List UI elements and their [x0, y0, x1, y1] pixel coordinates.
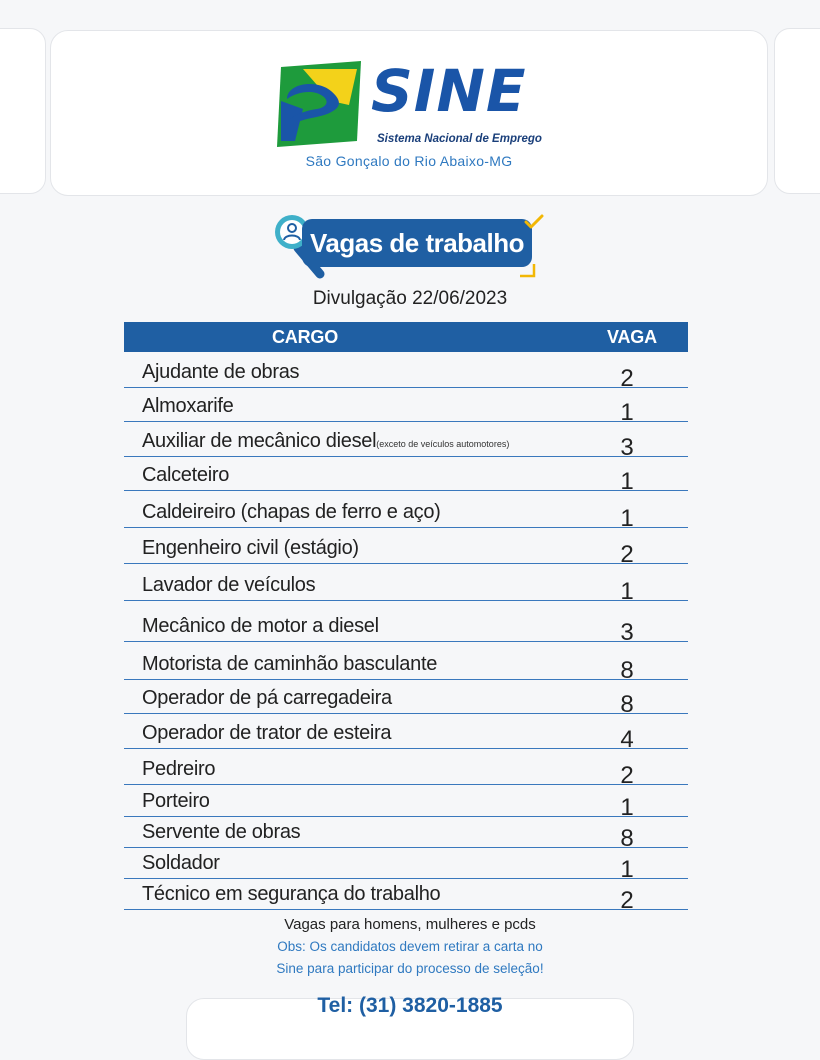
row-cargo	[142, 883, 440, 906]
logo-wordmark: SINE	[371, 57, 527, 125]
side-card-right	[774, 28, 820, 194]
page-title: Vagas de trabalho	[302, 219, 532, 267]
row-cargo	[142, 821, 300, 844]
table-header	[124, 322, 688, 352]
footer-obs-line2: Sine para participar do processo de seleção!	[276, 961, 544, 976]
row-vaga: 8	[620, 657, 634, 684]
sine-logo	[273, 59, 553, 149]
row-cargo	[142, 430, 509, 453]
row-vaga: 1	[620, 794, 634, 821]
publication-date: Divulgação 22/06/2023	[312, 288, 508, 309]
row-vaga: 1	[620, 856, 634, 883]
row-cargo-text: Almoxarife	[142, 395, 234, 417]
row-vaga: 2	[620, 541, 634, 568]
table-row	[124, 422, 688, 461]
row-vaga: 1	[620, 468, 634, 495]
logo-subtitle: Sistema Nacional de Emprego	[377, 133, 542, 145]
row-cargo-text: Operador de pá carregadeira	[142, 687, 392, 709]
row-cargo-text: Operador de trator de esteira	[142, 722, 392, 744]
table-row	[124, 388, 688, 426]
table-row	[124, 601, 688, 646]
row-vaga: 2	[620, 365, 634, 392]
corner-bracket-icon	[518, 262, 538, 280]
table-row	[124, 528, 688, 568]
row-vaga: 2	[620, 887, 634, 914]
table-row	[124, 749, 688, 789]
row-vaga: 4	[620, 726, 634, 753]
row-vaga: 1	[620, 399, 634, 426]
row-vaga: 3	[620, 434, 634, 461]
table-row	[124, 848, 688, 883]
row-cargo	[142, 574, 315, 597]
row-cargo-text: Engenheiro civil (estágio)	[142, 537, 359, 559]
row-cargo-text: Servente de obras	[142, 821, 301, 843]
row-cargo-text: Mecânico de motor a diesel	[142, 615, 379, 637]
row-cargo	[142, 687, 392, 710]
row-vaga: 1	[620, 578, 634, 605]
row-cargo	[142, 758, 215, 781]
title-badge	[272, 212, 544, 284]
row-cargo	[142, 653, 437, 676]
jobs-table	[124, 322, 688, 914]
row-cargo-note: (exceto de veículos automotores)	[376, 439, 510, 449]
side-card-left	[0, 28, 46, 194]
row-cargo-text: Porteiro	[142, 790, 210, 812]
phone-number: Tel: (31) 3820-1885	[317, 994, 503, 1017]
row-cargo	[142, 615, 379, 638]
row-cargo	[142, 790, 210, 813]
table-row	[124, 879, 688, 914]
location-text: São Gonçalo do Rio Abaixo-MG	[305, 153, 513, 169]
row-vaga: 8	[620, 691, 634, 718]
row-cargo-text: Ajudante de obras	[142, 361, 300, 383]
table-row	[124, 785, 688, 821]
header-card	[50, 30, 768, 196]
footer-note: Vagas para homens, mulheres e pcds	[284, 916, 536, 933]
footer-obs-line1: Obs: Os candidatos devem retirar a carta no	[277, 939, 543, 954]
row-vaga: 3	[620, 619, 634, 646]
row-cargo-text: Auxiliar de mecânico diesel	[142, 430, 377, 452]
row-cargo-text: Técnico em segurança do trabalho	[142, 883, 441, 905]
row-cargo-text: Caldeireiro (chapas de ferro e aço)	[142, 501, 441, 523]
row-cargo	[142, 361, 299, 384]
row-cargo	[142, 501, 441, 524]
header-cargo: CARGO	[272, 327, 338, 347]
row-cargo-text: Motorista de caminhão basculante	[142, 653, 438, 675]
row-cargo-text: Lavador de veículos	[142, 574, 316, 596]
row-cargo	[142, 722, 391, 745]
row-cargo-text: Pedreiro	[142, 758, 216, 780]
row-vaga: 2	[620, 762, 634, 789]
table-row	[124, 457, 688, 495]
row-cargo	[142, 395, 233, 418]
header-vaga: VAGA	[607, 327, 657, 347]
table-row	[124, 491, 688, 532]
row-cargo-text: Soldador	[142, 852, 220, 874]
row-cargo	[142, 852, 220, 875]
table-row	[124, 642, 688, 684]
row-cargo	[142, 464, 229, 487]
table-row	[124, 680, 688, 718]
check-icon	[524, 214, 544, 230]
row-cargo-text: Calceteiro	[142, 464, 230, 486]
table-row	[124, 564, 688, 605]
table-row	[124, 352, 688, 392]
row-vaga: 1	[620, 505, 634, 532]
row-vaga: 8	[620, 825, 634, 852]
table-row	[124, 714, 688, 753]
table-row	[124, 817, 688, 852]
table-body	[124, 352, 688, 914]
brazil-flag-logo-icon	[273, 61, 365, 147]
row-cargo	[142, 537, 359, 560]
